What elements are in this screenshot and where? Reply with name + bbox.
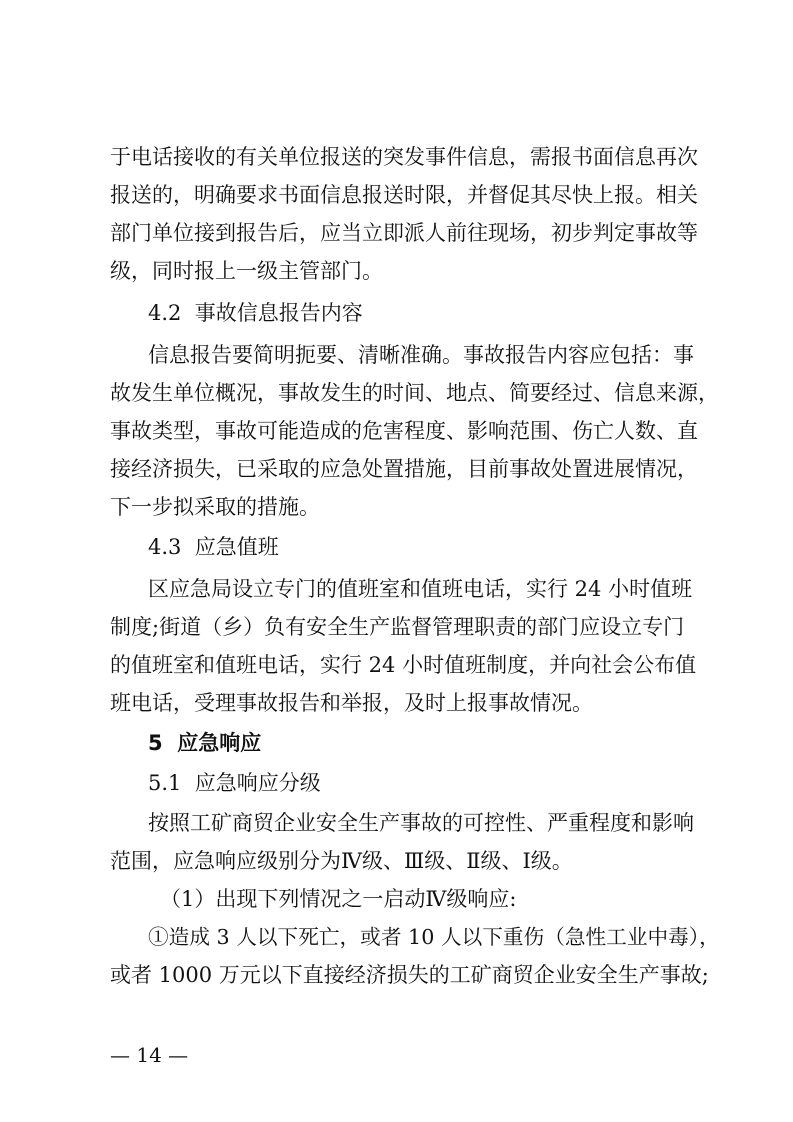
section-heading-4-3: 4.3 应急值班	[148, 535, 279, 559]
paragraph-line: 按照工矿商贸企业安全生产事故的可控性、严重程度和影响	[148, 811, 694, 835]
paragraph-line: ①造成 3 人以下死亡，或者 10 人以下重伤（急性工业中毒），	[148, 925, 720, 949]
paragraph-line: 事故类型，事故可能造成的危害程度、影响范围、伤亡人数、直	[110, 419, 698, 443]
paragraph-line: 级，同时报上一级主管部门。	[110, 259, 383, 283]
paragraph-line: 下一步拟采取的措施。	[110, 495, 320, 519]
paragraph-line: 接经济损失，已采取的应急处置措施，目前事故处置进展情况，	[110, 457, 698, 481]
section-heading-5: 5 应急响应	[148, 731, 262, 755]
paragraph-line: 故发生单位概况，事故发生的时间、地点、简要经过、信息来源，	[110, 381, 719, 405]
paragraph-line: 班电话，受理事故报告和举报，及时上报事故情况。	[110, 691, 593, 715]
page-number: — 14 —	[110, 1043, 189, 1067]
paragraph-line: 范围，应急响应级别分为Ⅳ级、Ⅲ级、Ⅱ级、Ⅰ级。	[110, 849, 573, 873]
paragraph-line: 制度;街道（乡）负有安全生产监督管理职责的部门应设立专门	[110, 615, 685, 639]
paragraph-line: 报送的，明确要求书面信息报送时限，并督促其尽快上报。相关	[110, 183, 698, 207]
paragraph-line: 部门单位接到报告后，应当立即派人前往现场，初步判定事故等	[110, 221, 698, 245]
list-item-heading: （1）出现下列情况之一启动Ⅳ级响应:	[160, 887, 517, 911]
paragraph-line: 或者 1000 万元以下直接经济损失的工矿商贸企业安全生产事故;	[110, 963, 709, 987]
section-heading-5-1: 5.1 应急响应分级	[148, 771, 321, 795]
paragraph-line: 的值班室和值班电话，实行 24 小时值班制度，并向社会公布值	[110, 653, 697, 677]
paragraph-line: 区应急局设立专门的值班室和值班电话，实行 24 小时值班	[148, 577, 693, 601]
paragraph-line: 信息报告要简明扼要、清晰准确。事故报告内容应包括：事	[148, 343, 694, 367]
paragraph-line: 于电话接收的有关单位报送的突发事件信息，需报书面信息再次	[110, 145, 698, 169]
section-heading-4-2: 4.2 事故信息报告内容	[148, 301, 363, 325]
